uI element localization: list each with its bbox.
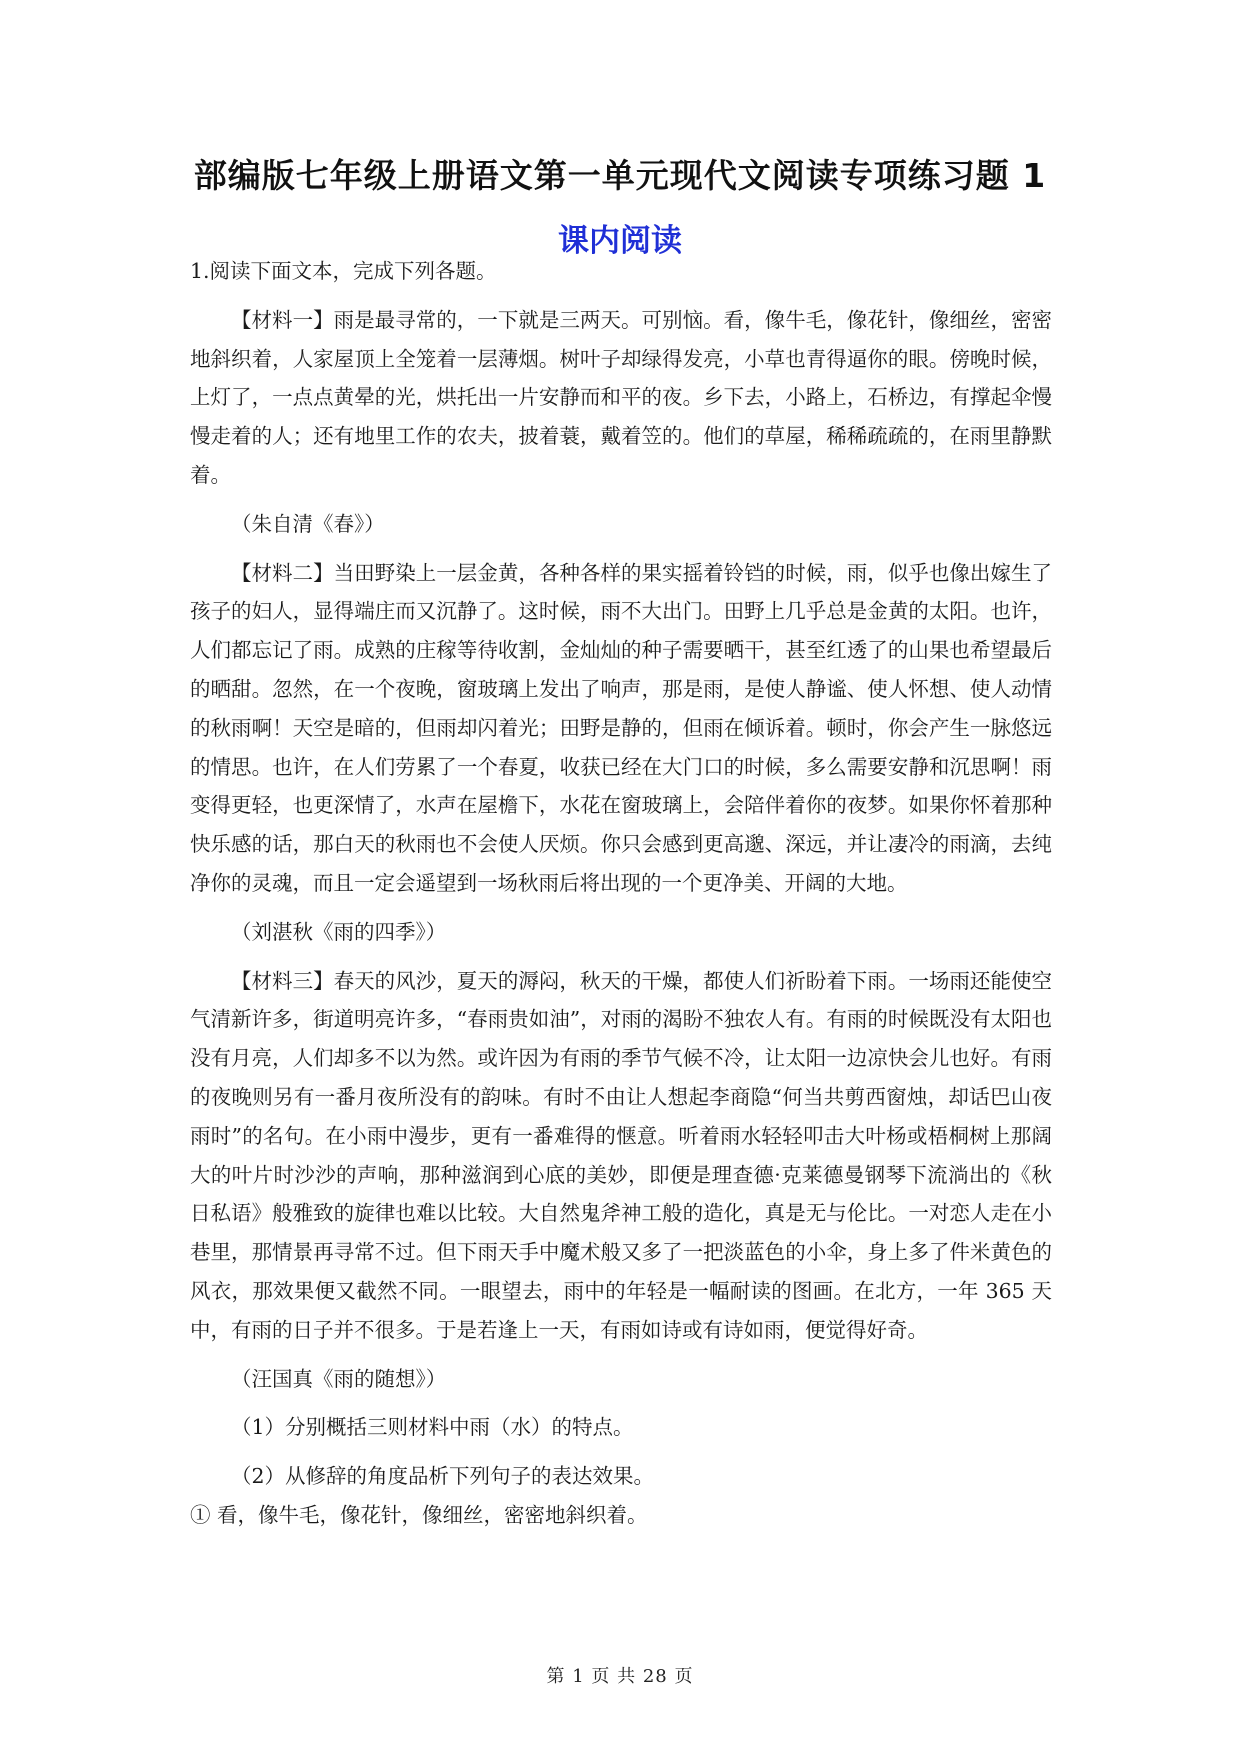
document-body bbox=[190, 252, 1052, 1545]
material-3-source: （汪国真《雨的随想》） bbox=[231, 1366, 447, 1391]
material-3-paragraph: 【材料三】春天的风沙，夏天的溽闷，秋天的干燥，都使人们祈盼着下雨。一场雨还能使空气清新许多，街道明亮许多，“春雨贵如油”，对雨的渴盼不独农人有。有雨的时候既没有太阳也没有月亮，人们却多不以为然。或许因为有雨的季节气候不冷，让太阳一边凉快会儿也好。有雨的夜晚则另有一番月夜所没有的韵味。有时不由让人想起李商隐“何当共剪西窗烛，却话巴山夜雨时”的名句。在小雨中漫步，更有一番难得的惬意。听着雨水轻轻叩击大叶杨或梧桐树上那阔大的叶片时沙沙的声响，那种滋润到心底的美妙，即便是理查德·克莱德曼钢琴下流淌出的《秋日私语》般雅致的旋律也难以比较。大自然鬼斧神工般的造化，真是无与伦比。一对恋人走在小巷里，那情景再寻常不过。但下雨天手中魔术般又多了一把淡蓝色的小伞，身上多了件米黄色的风衣，那效果便又截然不同。一眼望去，雨中的年轻是一幅耐读的图画。在北方，一年 365 天中，有雨的日子并不很多。于是若逢上一天，有雨如诗或有诗如雨，便觉得好奇。 bbox=[190, 968, 1052, 1342]
page-footer: 第 1 页 共 28 页 bbox=[546, 1666, 694, 1687]
material-1-paragraph: 【材料一】雨是最寻常的，一下就是三两天。可别恼。看，像牛毛，像花针，像细丝，密密地斜织着，人家屋顶上全笼着一层薄烟。树叶子却绿得发亮，小草也青得逼你的眼。傍晚时候，上灯了，一点点黄晕的光，烘托出一片安静而和平的夜。乡下去，小路上，石桥边，有撑起伞慢慢走着的人；还有地里工作的农夫，披着蓑，戴着笠的。他们的草屋，稀稀疏疏的，在雨里静默着。 bbox=[190, 307, 1052, 487]
sub-question-2: （2）从修辞的角度品析下列句子的表达效果。 bbox=[231, 1464, 655, 1489]
material-2-source: （刘湛秋《雨的四季》） bbox=[231, 919, 447, 944]
material-2-paragraph: 【材料二】当田野染上一层金黄，各种各样的果实摇着铃铛的时候，雨，似乎也像出嫁生了孩子的妇人，显得端庄而又沉静了。这时候，雨不大出门。田野上几乎总是金黄的太阳。也许，人们都忘记了雨。成熟的庄稼等待收割，金灿灿的种子需要晒干，甚至红透了的山果也希望最后的晒甜。忽然，在一个夜晚，窗玻璃上发出了响声，那是雨，是使人静谧、使人怀想、使人动情的秋雨啊！天空是暗的，但雨却闪着光；田野是静的，但雨在倾诉着。顿时，你会产生一脉悠远的情思。也许，在人们劳累了一个春夏，收获已经在大门口的时候，多么需要安静和沉思啊！雨变得更轻，也更深情了，水声在屋檐下，水花在窗玻璃上，会陪伴着你的夜梦。如果你怀着那种快乐感的话，那白天的秋雨也不会使人厌烦。你只会感到更高邈、深远，并让凄冷的雨滴，去纯净你的灵魂，而且一定会遥望到一场秋雨后将出现的一个更净美、开阔的大地。 bbox=[190, 560, 1052, 895]
material-1-source: （朱自清《春》） bbox=[231, 511, 385, 536]
sub-question-2-item-1: ① 看，像牛毛，像花针，像细丝，密密地斜织着。 bbox=[190, 1502, 648, 1527]
document-title: 部编版七年级上册语文第一单元现代文阅读专项练习题 1 bbox=[193, 156, 1047, 195]
section-heading: 课内阅读 bbox=[558, 223, 682, 259]
question-intro: 1.阅读下面文本，完成下列各题。 bbox=[190, 259, 497, 283]
sub-question-1: （1）分别概括三则材料中雨（水）的特点。 bbox=[231, 1415, 634, 1440]
